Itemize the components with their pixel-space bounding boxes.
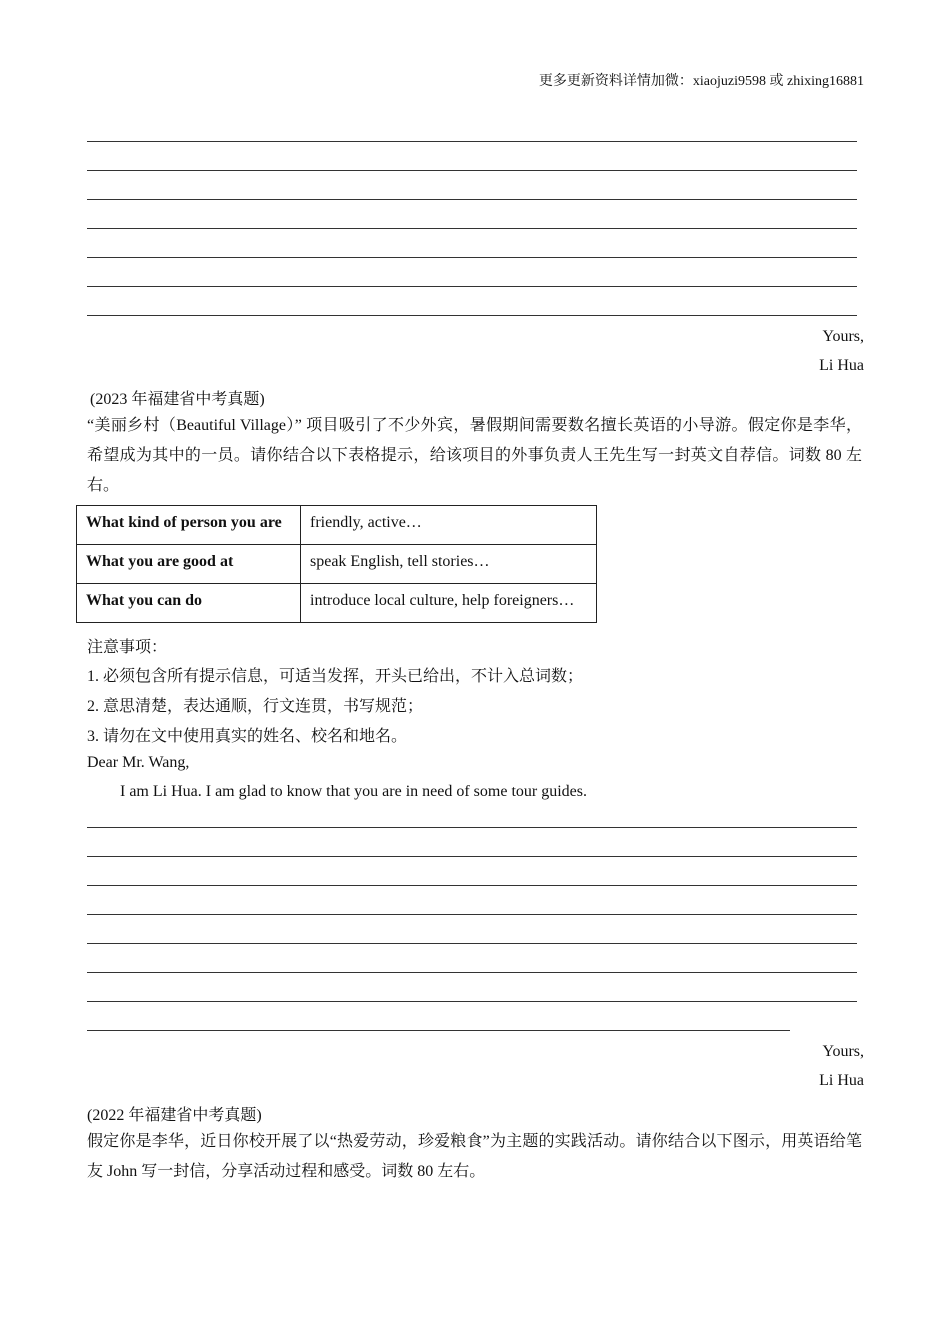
- exam-source: (2023 年福建省中考真题): [90, 391, 265, 408]
- answer-line: [87, 141, 857, 142]
- answer-line: [87, 1030, 790, 1031]
- table-row: [77, 584, 597, 623]
- answer-line: [87, 972, 857, 973]
- answer-line: [87, 943, 857, 944]
- opening-sentence: I am Li Hua. I am glad to know that you are in need of some tour guides.: [120, 783, 587, 800]
- note-item: 3. 请勿在文中使用真实的姓名、校名和地名。: [87, 728, 408, 745]
- table-value: friendly, active…: [301, 506, 597, 545]
- answer-line: [87, 199, 857, 200]
- hint-table: [76, 505, 597, 623]
- note-item: 1. 必须包含所有提示信息，可适当发挥，开头已给出，不计入总词数；: [87, 668, 584, 685]
- table-value: introduce local culture, help foreigners…: [301, 584, 597, 623]
- answer-line: [87, 228, 857, 229]
- notes-title: 注意事项：: [87, 639, 168, 656]
- table-key: What kind of person you are: [77, 506, 301, 545]
- task-prompt: “美丽乡村（Beautiful Village）” 项目吸引了不少外宾，暑假期间需要数名擅长英语的小导游。假定你是李华，希望成为其中的一员。请你结合以下表格提示，给该项目的外事负责人王先生写一封英文自荐信。词数 80 左右。: [87, 417, 862, 494]
- answer-line: [87, 1001, 857, 1002]
- answer-line: [87, 856, 857, 857]
- table-key: What you can do: [77, 584, 301, 623]
- table-value: speak English, tell stories…: [301, 545, 597, 584]
- salutation: Dear Mr. Wang,: [87, 754, 190, 771]
- letter-signature: Li Hua: [819, 1072, 864, 1089]
- task-prompt: 假定你是李华，近日你校开展了以“热爱劳动，珍爱粮食”为主题的实践活动。请你结合以下图示，用英语给笔友 John 写一封信，分享活动过程和感受。词数 80 左右。: [87, 1133, 862, 1180]
- table-row: [77, 506, 597, 545]
- answer-line: [87, 315, 857, 316]
- exam-source: (2022 年福建省中考真题): [87, 1107, 262, 1124]
- letter-signature: Li Hua: [819, 357, 864, 374]
- header-note: 更多更新资料详情加微：xiaojuzi9598 或 zhixing16881: [538, 74, 864, 89]
- answer-line: [87, 914, 857, 915]
- letter-closing: Yours,: [822, 328, 864, 345]
- note-item: 2. 意思清楚，表达通顺，行文连贯，书写规范；: [87, 698, 424, 715]
- table-key: What you are good at: [77, 545, 301, 584]
- answer-line: [87, 286, 857, 287]
- answer-line: [87, 827, 857, 828]
- answer-line: [87, 257, 857, 258]
- answer-line: [87, 885, 857, 886]
- letter-closing: Yours,: [822, 1043, 864, 1060]
- answer-line: [87, 170, 857, 171]
- table-row: [77, 545, 597, 584]
